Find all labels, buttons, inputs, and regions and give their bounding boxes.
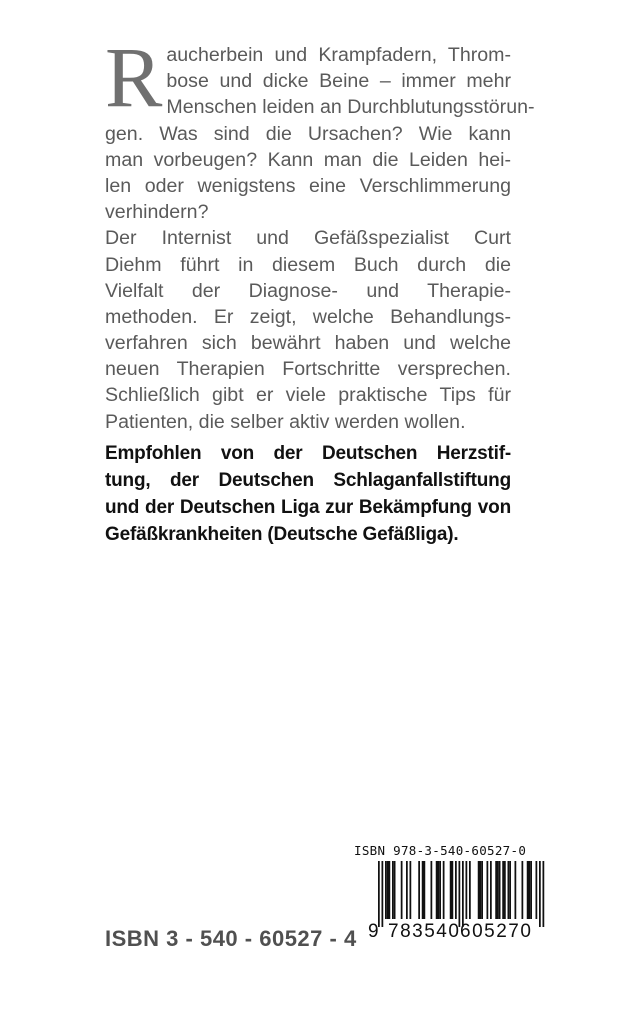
barcode-bar xyxy=(438,861,440,919)
barcode-bar xyxy=(382,861,384,927)
barcode-bar xyxy=(490,861,492,919)
barcode-bar xyxy=(504,861,506,919)
barcode-bar xyxy=(387,861,389,919)
barcode-bar xyxy=(410,861,412,919)
recommendation-line: Gefäßkrankheiten (Deutsche Gefäßliga). xyxy=(105,524,459,545)
blurb-line: man vorbeugen? Kann man die Leiden hei- xyxy=(105,148,511,171)
barcode-bars xyxy=(352,861,562,929)
barcode-bar xyxy=(436,861,438,919)
barcode-digit-group-2: 605270 xyxy=(460,921,533,942)
barcode-bar xyxy=(422,861,424,919)
barcode-bar xyxy=(539,861,541,927)
barcode-bar xyxy=(418,861,420,919)
barcode-bar xyxy=(401,861,403,919)
barcode-bar xyxy=(529,861,531,919)
blurb-line: Menschen leiden an Durchblutungsstörun- xyxy=(166,96,535,119)
blurb-line: neuen Therapien Fortschritte versprechen. xyxy=(105,358,511,381)
barcode-bar xyxy=(487,861,489,919)
barcode-bar xyxy=(480,861,482,919)
barcode-bar xyxy=(443,861,445,919)
blurb-line: verhindern? xyxy=(105,201,209,224)
barcode-bar xyxy=(522,861,524,919)
barcode-bar xyxy=(385,861,387,919)
drop-cap: R xyxy=(105,29,163,125)
barcode-bar xyxy=(527,861,529,919)
blurb-line: Patienten, die selber aktiv werden wollen. xyxy=(105,410,466,433)
barcode-bar xyxy=(536,861,538,919)
barcode-isbn13-label: ISBN 978-3-540-60527-0 xyxy=(354,843,527,858)
recommendation-line: und der Deutschen Liga zur Bekämpfung von xyxy=(105,497,511,518)
blurb-line: gen. Was sind die Ursachen? Wie kann xyxy=(105,122,511,145)
recommendation-text xyxy=(105,440,511,548)
blurb-line: methoden. Er zeigt, welche Behandlungs- xyxy=(105,305,511,328)
barcode-bar xyxy=(530,861,532,919)
blurb-line: len oder wenigstens eine Verschlimmerung xyxy=(105,174,511,197)
barcode-bar xyxy=(455,861,457,919)
barcode-bar xyxy=(508,861,510,919)
barcode-bar xyxy=(495,861,497,919)
barcode-bar xyxy=(431,861,433,919)
barcode xyxy=(352,843,562,945)
barcode-bar xyxy=(515,861,517,919)
barcode-bar xyxy=(389,861,391,919)
barcode-bar xyxy=(502,861,504,919)
barcode-bar xyxy=(450,861,452,919)
barcode-bar xyxy=(406,861,408,919)
barcode-bar xyxy=(469,861,471,919)
barcode-bar xyxy=(392,861,394,919)
isbn-label: ISBN 3 - 540 - 60527 - 4 xyxy=(105,926,357,951)
barcode-bar xyxy=(452,861,454,919)
blurb-line: Vielfalt der Diagnose- und Therapie- xyxy=(105,279,511,302)
barcode-digit-first: 9 xyxy=(368,921,379,942)
blurb-line: bose und dicke Beine – immer mehr xyxy=(166,70,511,93)
barcode-bar xyxy=(378,861,380,927)
barcode-bar xyxy=(499,861,501,919)
blurb-line: Der Internist und Gefäßspezialist Curt xyxy=(105,227,511,250)
barcode-bar xyxy=(424,861,426,919)
blurb-line: aucherbein und Krampfadern, Throm- xyxy=(166,44,511,66)
barcode-bar xyxy=(543,861,545,927)
barcode-digit-group-1: 783540 xyxy=(388,921,461,942)
barcode-bar xyxy=(462,861,464,927)
blurb-text xyxy=(105,29,535,435)
barcode-bar xyxy=(466,861,468,919)
recommendation-line: Empfohlen von der Deutschen Herzstif- xyxy=(105,443,511,464)
barcode-bar xyxy=(394,861,396,919)
barcode-bar xyxy=(439,861,441,919)
barcode-bar xyxy=(459,861,461,927)
blurb-line: Diehm führt in diesem Buch durch die xyxy=(105,253,511,276)
barcode-bar xyxy=(481,861,483,919)
blurb-line: Schließlich gibt er viele praktische Tips für xyxy=(105,384,511,407)
recommendation-line: tung, der Deutschen Schlaganfallstiftung xyxy=(105,470,511,491)
barcode-bar xyxy=(478,861,480,919)
barcode-bar xyxy=(509,861,511,919)
barcode-bar xyxy=(497,861,499,919)
blurb-line: verfahren sich bewährt haben und welche xyxy=(105,332,511,355)
